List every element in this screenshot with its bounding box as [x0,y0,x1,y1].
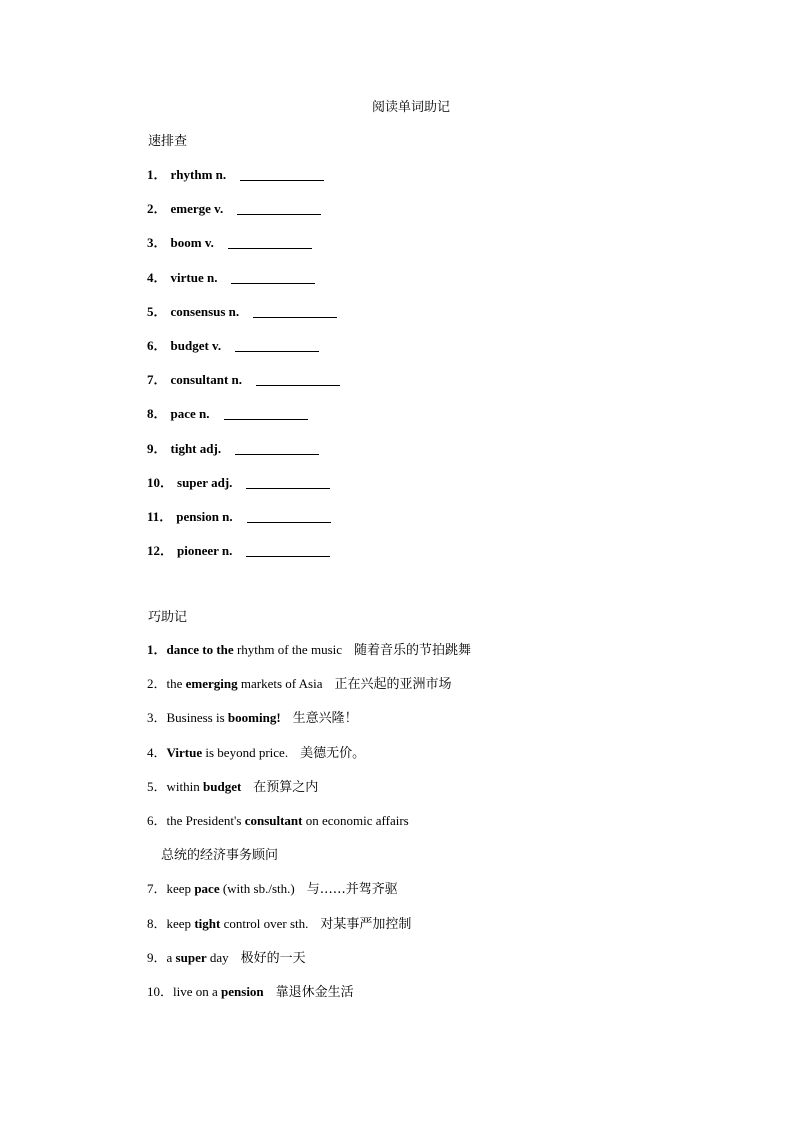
list-item [147,199,340,233]
list-item [147,982,707,1016]
list-item [147,879,707,913]
vocab-word: emerge v. [170,201,224,217]
phrase-pre: within [166,778,203,794]
phrase-keyword: Virtue [166,744,203,760]
item-number: 6． [147,812,167,828]
list-item [147,541,340,575]
answer-blank[interactable] [246,474,330,489]
phrase-post: day [206,949,229,965]
phrase-post: is beyond price. [202,744,289,760]
list-item [147,507,340,541]
item-number: 1． [147,642,167,657]
answer-blank[interactable] [224,405,308,420]
item-number: 8． [147,406,167,422]
vocab-word: consensus n. [170,303,240,319]
phrase-pre: keep [166,915,195,931]
vocab-word: virtue n. [170,269,218,285]
list-item [147,777,707,811]
memory-list [147,640,707,1016]
page-title: 阅读单词助记 [371,100,450,115]
answer-blank[interactable] [247,508,331,523]
vocab-word: rhythm n. [170,167,227,182]
vocab-word: consultant n. [170,372,243,388]
quick-check-heading: 速排查 [148,134,188,149]
memory-heading: 巧助记 [148,610,188,625]
list-item [147,404,340,438]
list-item [147,473,340,507]
item-number: 5． [147,303,167,319]
list-item [147,948,707,982]
answer-blank[interactable] [240,166,324,181]
vocab-word: pioneer n. [177,543,233,559]
list-item [147,914,707,948]
list-item [147,233,340,267]
item-number: 6． [147,337,167,353]
phrase-keyword: dance to the [166,642,234,657]
phrase-keyword: super [175,949,207,965]
list-item-continuation [147,845,707,879]
vocab-word: pace n. [170,406,210,422]
phrase-pre: Business is [166,710,228,726]
item-number: 2． [147,201,167,217]
chinese-meaning: 美德无价。 [300,745,366,761]
list-item [147,439,340,473]
item-number: 3． [147,710,167,726]
list-item [147,336,340,370]
item-number: 1． [147,167,167,182]
phrase-post: control over sth. [220,915,309,931]
item-number: 8． [147,915,167,931]
phrase-keyword: tight [194,915,221,931]
list-item [147,370,340,404]
item-number: 9． [147,440,167,456]
phrase-post: rhythm of the music [233,642,343,657]
item-number: 4． [147,744,167,760]
item-number: 7． [147,881,167,897]
item-number: 10． [147,983,174,999]
phrase-keyword: consultant [244,812,303,828]
item-number: 3． [147,235,167,251]
chinese-meaning: 生意兴隆！ [292,711,358,727]
answer-blank[interactable] [235,337,319,352]
answer-blank[interactable] [237,200,321,215]
list-item [147,165,340,199]
phrase-post: markets of Asia [237,676,323,692]
phrase-pre: a [166,949,176,965]
item-number: 9． [147,949,167,965]
phrase-keyword: pace [194,881,220,897]
phrase-pre: the [166,676,186,692]
item-number: 4． [147,269,167,285]
item-number: 2． [147,676,167,692]
answer-blank[interactable] [253,303,337,318]
phrase-pre: keep [166,881,195,897]
phrase-keyword: booming! [227,710,281,726]
item-number: 11． [147,508,173,524]
chinese-meaning: 在预算之内 [253,779,319,795]
answer-blank[interactable] [235,440,319,455]
list-item [147,268,340,302]
quick-check-list [147,165,340,575]
item-number: 12． [147,543,174,559]
phrase-post: on economic affairs [302,812,409,828]
vocab-word: pension n. [176,508,233,524]
item-number: 5． [147,778,167,794]
chinese-meaning: 对某事严加控制 [320,916,412,932]
chinese-meaning: 总统的经济事务顾问 [161,848,279,864]
item-number: 10． [147,474,174,490]
list-item [147,708,707,742]
answer-blank[interactable] [228,234,312,249]
chinese-meaning: 极好的一天 [240,950,306,966]
phrase-keyword: emerging [185,676,238,692]
answer-blank[interactable] [256,371,340,386]
vocab-word: budget v. [170,337,222,353]
chinese-meaning: 与……并驾齐驱 [306,882,398,898]
answer-blank[interactable] [231,269,315,284]
phrase-keyword: budget [203,778,242,794]
phrase-pre: the President's [166,812,245,828]
list-item [147,811,707,845]
list-item [147,302,340,336]
phrase-post: (with sb./sth.) [219,881,295,897]
chinese-meaning: 靠退休金生活 [275,984,354,1000]
vocab-word: tight adj. [170,440,222,456]
answer-blank[interactable] [246,542,330,557]
vocab-word: super adj. [177,474,233,490]
item-number: 7． [147,372,167,388]
phrase-keyword: pension [221,983,264,999]
chinese-meaning: 随着音乐的节拍跳舞 [354,643,472,658]
chinese-meaning: 正在兴起的亚洲市场 [334,677,452,693]
list-item [147,640,707,674]
vocab-word: boom v. [170,235,214,251]
phrase-pre: live on a [173,983,222,999]
list-item [147,743,707,777]
list-item [147,674,707,708]
